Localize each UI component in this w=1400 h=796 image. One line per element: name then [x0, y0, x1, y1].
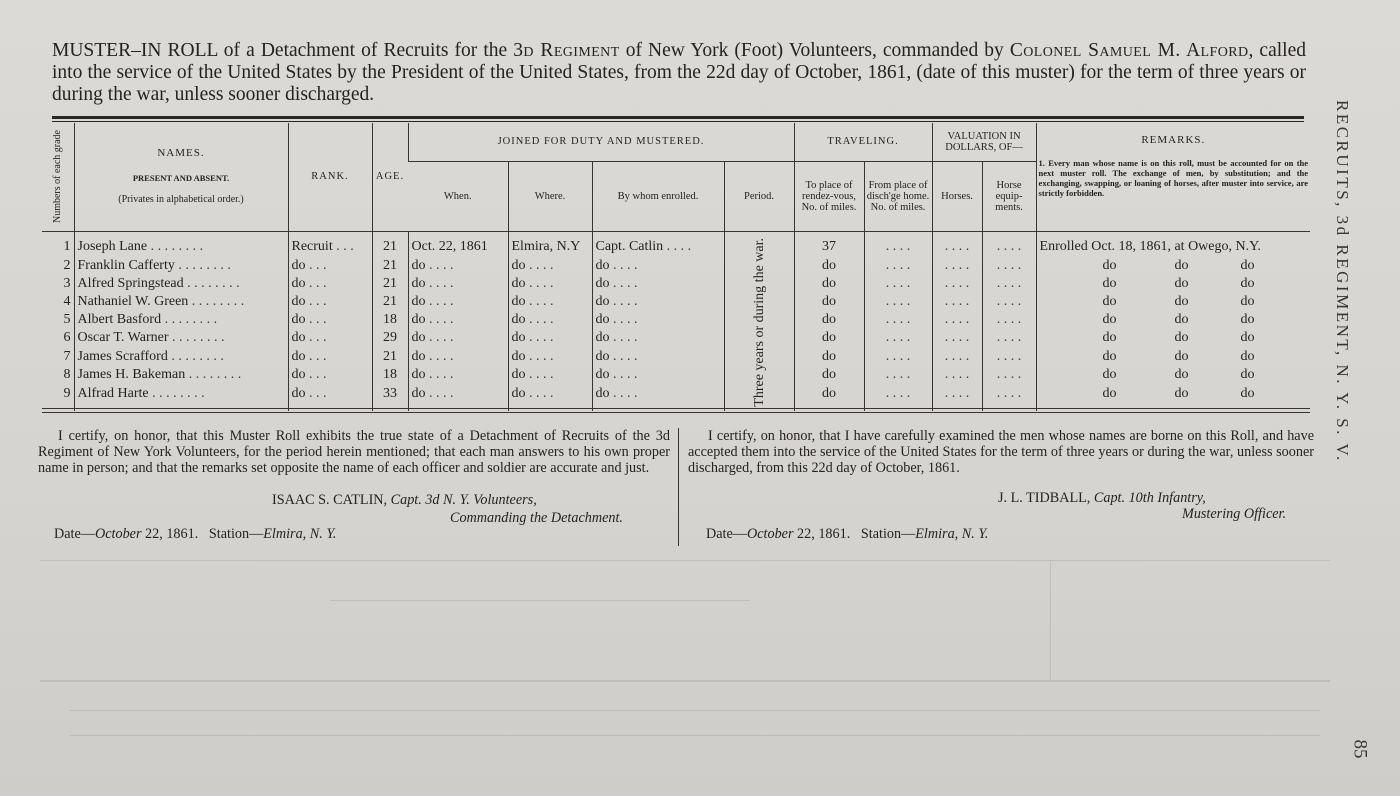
header-horses: Horses.	[932, 161, 982, 231]
row-when: do . . . .	[408, 384, 508, 411]
row-rank: do . . .	[288, 275, 372, 293]
row-name: Alfrad Harte . . . . . . . .	[74, 384, 288, 411]
row-horses: . . . .	[932, 366, 982, 384]
row-when: Oct. 22, 1861	[408, 231, 508, 257]
certification-right: I certify, on honor, that I have carefully examined the men whose names are borne on this Roll, and have accepted them into the service of the United States for the term of three years or during the war, unless sooner discharged, from this 22d day of October, 1861.	[688, 428, 1314, 476]
signature-right: J. L. TIDBALL, Capt. 10th Infantry,	[998, 490, 1206, 506]
row-horses: . . . .	[932, 257, 982, 275]
table-row	[42, 329, 1310, 347]
certification-left: I certify, on honor, that this Muster Roll exhibits the true state of a Detachment of Recruits of the 3d Regiment of New York Volunteers, for the period herein mentioned; that each man answers to his own proper name in person; and that the remarks set opposite the name of each officer and soldier are accurate and just.	[38, 428, 670, 476]
signature-left: ISAAC S. CATLIN, Capt. 3d N. Y. Volunteers,	[272, 492, 537, 508]
row-remarks: do do do	[1036, 275, 1310, 293]
row-when: do . . . .	[408, 257, 508, 275]
row-from-place: . . . .	[864, 293, 932, 311]
row-by-whom: do . . . .	[592, 311, 724, 329]
certification-divider	[678, 428, 679, 546]
row-by-whom: do . . . .	[592, 257, 724, 275]
table-row	[42, 293, 1310, 311]
row-remarks: do do do	[1036, 329, 1310, 347]
bottom-rule	[42, 408, 1310, 409]
row-rank: do . . .	[288, 348, 372, 366]
title-regiment: 3d Regiment	[513, 40, 620, 61]
row-from-place: . . . .	[864, 257, 932, 275]
header-names: NAMES. PRESENT AND ABSENT. (Privates in alphabetical order.)	[74, 123, 288, 231]
row-by-whom: do . . . .	[592, 366, 724, 384]
row-name: Franklin Cafferty . . . . . . . .	[74, 257, 288, 275]
row-where: do . . . .	[508, 275, 592, 293]
row-rank: do . . .	[288, 257, 372, 275]
row-age: 21	[372, 348, 408, 366]
muster-roll-table	[42, 123, 1310, 411]
row-horses: . . . .	[932, 311, 982, 329]
header-when: When.	[408, 161, 508, 231]
row-to-place: do	[794, 293, 864, 311]
row-horse-equipments: . . . .	[982, 329, 1036, 347]
header-period: Period.	[724, 161, 794, 231]
row-where: do . . . .	[508, 366, 592, 384]
title-part-5: , called into the service of the United States by the President of the United States, from the 22d day of October, 1861, (date of this muster) for the term of three years or during the war, unless sooner discharged.	[52, 40, 1306, 105]
row-from-place: . . . .	[864, 275, 932, 293]
table-row	[42, 257, 1310, 275]
row-age: 21	[372, 231, 408, 257]
row-name: Albert Basford . . . . . . . .	[74, 311, 288, 329]
row-rank: do . . .	[288, 329, 372, 347]
row-rank: do . . .	[288, 293, 372, 311]
header-from-place: From place of disch'ge home. No. of miles.	[864, 161, 932, 231]
row-when: do . . . .	[408, 366, 508, 384]
row-remarks: do do do	[1036, 384, 1310, 411]
header-numbers: Numbers of each grade	[42, 123, 74, 231]
row-number: 6	[63, 330, 71, 346]
table-row	[42, 231, 1310, 257]
row-to-place: do	[794, 275, 864, 293]
row-horses: . . . .	[932, 231, 982, 257]
row-from-place: . . . .	[864, 311, 932, 329]
header-traveling: TRAVELING.	[794, 123, 932, 161]
row-to-place: do	[794, 366, 864, 384]
row-number: 3	[63, 275, 71, 291]
date-station-right: Date—October 22, 1861. Station—Elmira, N. Y.	[706, 526, 989, 542]
row-number: 8	[63, 366, 71, 382]
title-colonel: Colonel Samuel M. Alford	[1009, 40, 1249, 61]
row-horse-equipments: . . . .	[982, 384, 1036, 411]
row-from-place: . . . .	[864, 348, 932, 366]
row-horse-equipments: . . . .	[982, 275, 1036, 293]
row-horse-equipments: . . . .	[982, 257, 1036, 275]
header-by-whom: By whom enrolled.	[592, 161, 724, 231]
row-to-place: do	[794, 329, 864, 347]
row-where: do . . . .	[508, 329, 592, 347]
table-row	[42, 348, 1310, 366]
signature-left-title: Commanding the Detachment.	[450, 510, 623, 526]
row-by-whom: Capt. Catlin . . . .	[592, 231, 724, 257]
row-where: do . . . .	[508, 293, 592, 311]
table-row	[42, 366, 1310, 384]
row-horses: . . . .	[932, 293, 982, 311]
row-horses: . . . .	[932, 384, 982, 411]
header-rank: RANK.	[288, 123, 372, 231]
row-to-place: do	[794, 384, 864, 411]
signature-right-title: Mustering Officer.	[1182, 506, 1287, 522]
header-horse-equipments: Horse equip-ments.	[982, 161, 1036, 231]
row-remarks: do do do	[1036, 311, 1310, 329]
row-horse-equipments: . . . .	[982, 311, 1036, 329]
row-horse-equipments: . . . .	[982, 348, 1036, 366]
page-title	[52, 40, 1306, 106]
row-age: 21	[372, 275, 408, 293]
row-from-place: . . . .	[864, 231, 932, 257]
row-from-place: . . . .	[864, 366, 932, 384]
row-horse-equipments: . . . .	[982, 366, 1036, 384]
row-name: Alfred Springstead . . . . . . . .	[74, 275, 288, 293]
row-rank: do . . .	[288, 311, 372, 329]
row-by-whom: do . . . .	[592, 293, 724, 311]
row-horses: . . . .	[932, 329, 982, 347]
page-number: 85	[1349, 739, 1371, 759]
row-where: do . . . .	[508, 348, 592, 366]
row-name: Nathaniel W. Green . . . . . . . .	[74, 293, 288, 311]
row-age: 29	[372, 329, 408, 347]
row-by-whom: do . . . .	[592, 329, 724, 347]
margin-header: RECRUITS, 3d REGIMENT, N. Y. S. V.	[1333, 100, 1352, 463]
top-rule-thin	[52, 121, 1304, 122]
header-joined: JOINED FOR DUTY AND MUSTERED.	[408, 123, 794, 161]
row-to-place: 37	[794, 231, 864, 257]
row-name: Oscar T. Warner . . . . . . . .	[74, 329, 288, 347]
row-age: 33	[372, 384, 408, 411]
bottom-rule-2	[42, 412, 1310, 413]
row-when: do . . . .	[408, 293, 508, 311]
row-to-place: do	[794, 348, 864, 366]
row-by-whom: do . . . .	[592, 384, 724, 411]
roll-body	[42, 231, 1310, 411]
date-station-left: Date—October 22, 1861. Station—Elmira, N. Y.	[54, 526, 337, 542]
row-to-place: do	[794, 257, 864, 275]
row-name: Joseph Lane . . . . . . . .	[74, 231, 288, 257]
row-horse-equipments: . . . .	[982, 231, 1036, 257]
row-number: 7	[63, 348, 71, 364]
row-horses: . . . .	[932, 275, 982, 293]
row-by-whom: do . . . .	[592, 348, 724, 366]
row-by-whom: do . . . .	[592, 275, 724, 293]
row-horse-equipments: . . . .	[982, 293, 1036, 311]
title-part-1: MUSTER–IN ROLL of a Detachment of Recruits for the	[52, 40, 514, 61]
row-rank: do . . .	[288, 384, 372, 411]
row-rank: Recruit . . .	[288, 231, 372, 257]
table-row	[42, 275, 1310, 293]
row-number: 4	[63, 294, 71, 310]
row-from-place: . . . .	[864, 384, 932, 411]
row-age: 21	[372, 257, 408, 275]
table-row	[42, 311, 1310, 329]
row-when: do . . . .	[408, 275, 508, 293]
header-valuation: VALUATION IN DOLLARS, OF—	[932, 123, 1036, 161]
row-where: do . . . .	[508, 384, 592, 411]
row-remarks: do do do	[1036, 366, 1310, 384]
row-horses: . . . .	[932, 348, 982, 366]
row-when: do . . . .	[408, 348, 508, 366]
row-where: do . . . .	[508, 257, 592, 275]
row-name: James H. Bakeman . . . . . . . .	[74, 366, 288, 384]
row-when: do . . . .	[408, 311, 508, 329]
row-when: do . . . .	[408, 329, 508, 347]
top-rule	[52, 116, 1304, 119]
row-remarks: Enrolled Oct. 18, 1861, at Owego, N.Y.	[1036, 231, 1310, 257]
row-to-place: do	[794, 311, 864, 329]
row-age: 18	[372, 311, 408, 329]
row-remarks: do do do	[1036, 348, 1310, 366]
row-number: 1	[63, 239, 71, 255]
row-remarks: do do do	[1036, 257, 1310, 275]
row-age: 21	[372, 293, 408, 311]
row-number: 2	[63, 257, 71, 273]
header-remarks: REMARKS. 1. Every man whose name is on this roll, must be accounted for on the next muster roll. The exchange of men, by substitution; and the exchanging, swapping, or loaning of horses, after muster into service, are strictly forbidden.	[1036, 123, 1310, 231]
row-number: 9	[63, 385, 71, 401]
bleed-through	[30, 560, 1330, 780]
row-name: James Scrafford . . . . . . . .	[74, 348, 288, 366]
header-age: AGE.	[372, 123, 408, 231]
header-to-place: To place of rendez-vous, No. of miles.	[794, 161, 864, 231]
row-number: 5	[63, 312, 71, 328]
header-where: Where.	[508, 161, 592, 231]
row-period: Three years or during the war.	[724, 231, 794, 411]
row-where: do . . . .	[508, 311, 592, 329]
row-remarks: do do do	[1036, 293, 1310, 311]
title-part-3: of New York (Foot) Volunteers, commanded by	[619, 40, 1010, 61]
row-rank: do . . .	[288, 366, 372, 384]
row-where: Elmira, N.Y	[508, 231, 592, 257]
row-from-place: . . . .	[864, 329, 932, 347]
row-age: 18	[372, 366, 408, 384]
